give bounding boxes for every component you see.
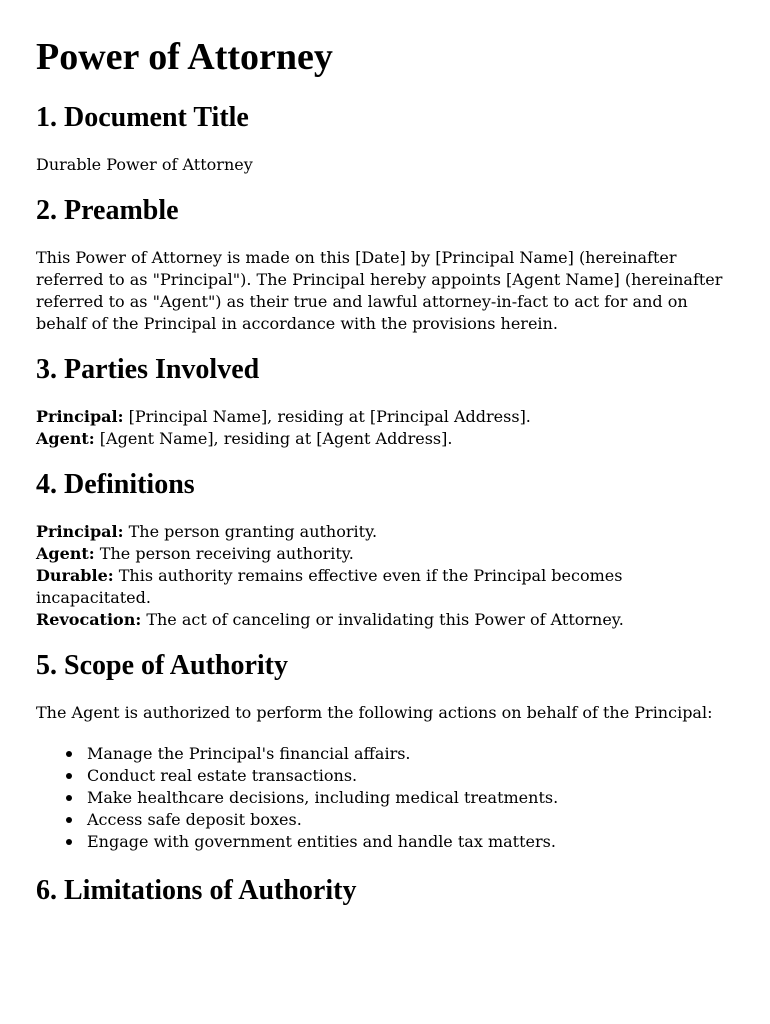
definition-term: Durable: [36, 566, 114, 585]
scope-list [36, 743, 734, 853]
document-title-text: Durable Power of Attorney [36, 155, 253, 174]
scope-list-item: Make healthcare decisions, including medical treatments. [87, 787, 734, 809]
scope-list-item: Engage with government entities and handle tax matters. [87, 831, 734, 853]
party-principal [36, 407, 531, 426]
definition-text: The act of canceling or invalidating this Power of Attorney. [141, 610, 624, 629]
section-heading-preamble: 2. Preamble [36, 195, 179, 226]
definition-durable [36, 566, 622, 607]
section-heading-parties-involved: 3. Parties Involved [36, 354, 260, 385]
definitions-list [36, 521, 734, 631]
definition-principal [36, 522, 377, 541]
section-heading-definitions: 4. Definitions [36, 469, 195, 500]
definition-agent [36, 544, 354, 563]
parties-list [36, 406, 734, 450]
scope-list-item: Conduct real estate transactions. [87, 765, 734, 787]
definition-term: Agent: [36, 544, 95, 563]
definition-text: The person granting authority. [123, 522, 378, 541]
preamble-text: This Power of Attorney is made on this [Date] by [Principal Name] (hereinafter referred to as "Principal"). The Principal hereby appoints [Agent Name] (hereinafter referred to as "Agent") as their true and lawful attorney-in-fact to act for and on behalf of the Principal in accordance with the provisions herein. [36, 248, 723, 333]
definition-text: This authority remains effective even if the Principal becomes incapacitated. [36, 566, 623, 607]
section-heading-limitations-of-authority: 6. Limitations of Authority [36, 875, 357, 906]
definition-text: The person receiving authority. [94, 544, 354, 563]
definition-term: Revocation: [36, 610, 142, 629]
definition-term: Principal: [36, 522, 124, 541]
scope-list-item: Manage the Principal's financial affairs. [87, 743, 734, 765]
scope-intro-text: The Agent is authorized to perform the following actions on behalf of the Principal: [36, 703, 713, 722]
section-heading-scope-of-authority: 5. Scope of Authority [36, 650, 288, 681]
scope-list-item: Access safe deposit boxes. [87, 809, 734, 831]
party-label: Agent: [36, 429, 95, 448]
definition-revocation [36, 610, 624, 629]
party-agent [36, 429, 452, 448]
party-value: [Agent Name], residing at [Agent Address]. [94, 429, 453, 448]
page-title: Power of Attorney [36, 36, 333, 78]
party-label: Principal: [36, 407, 124, 426]
section-heading-document-title: 1. Document Title [36, 102, 249, 133]
party-value: [Principal Name], residing at [Principal Address]. [123, 407, 531, 426]
